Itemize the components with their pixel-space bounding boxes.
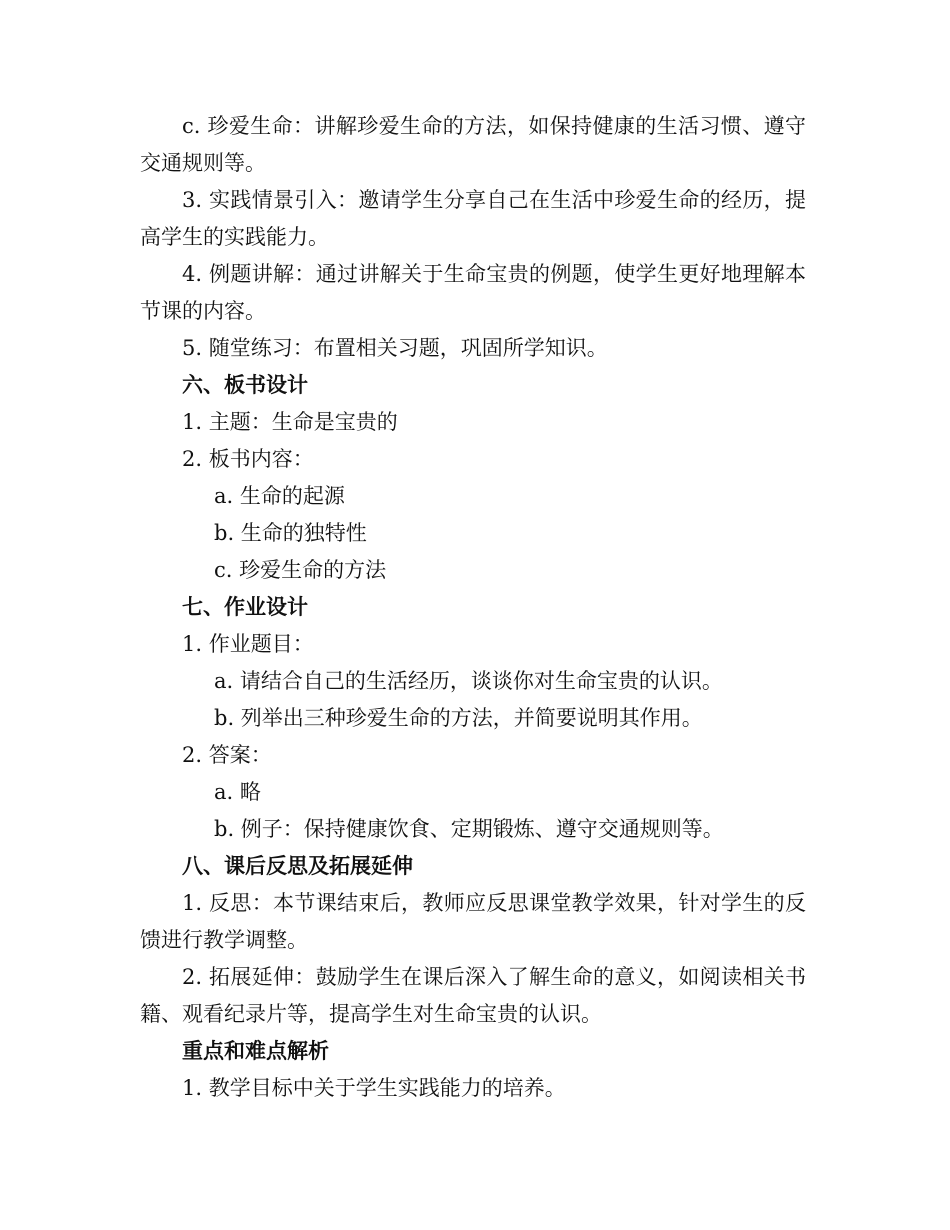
paragraph-step-4: 4. 例题讲解：通过讲解关于生命宝贵的例题，使学生更好地理解本节课的内容。 (140, 262, 806, 323)
heading-reflection: 八、课后反思及拓展延伸 (182, 854, 413, 878)
document-body (140, 108, 806, 1107)
list-item-homework-questions: 1. 作业题目： (182, 632, 314, 656)
list-item-board-theme: 1. 主题：生命是宝贵的 (182, 410, 398, 434)
list-subitem-answer-b: b. 例子：保持健康饮食、定期锻炼、遵守交通规则等。 (214, 817, 724, 841)
paragraph-extension: 2. 拓展延伸：鼓励学生在课后深入了解生命的意义，如阅读相关书籍、观看纪录片等，提高学生对生命宝贵的认识。 (140, 965, 806, 1026)
list-subitem-origin: a. 生命的起源 (214, 484, 345, 508)
paragraph-reflection: 1. 反思：本节课结束后，教师应反思课堂教学效果，针对学生的反馈进行教学调整。 (140, 891, 806, 952)
list-item-answers: 2. 答案： (182, 743, 272, 767)
list-subitem-uniqueness: b. 生命的独特性 (214, 521, 367, 545)
heading-board-design: 六、板书设计 (182, 373, 308, 397)
heading-homework-design: 七、作业设计 (182, 595, 308, 619)
list-subitem-question-a: a. 请结合自己的生活经历，谈谈你对生命宝贵的认识。 (214, 669, 723, 693)
list-item-key-point-1: 1. 教学目标中关于学生实践能力的培养。 (182, 1076, 566, 1100)
list-subitem-question-b: b. 列举出三种珍爱生命的方法，并简要说明其作用。 (214, 706, 703, 730)
list-item-board-content: 2. 板书内容： (182, 447, 314, 471)
paragraph-step-3: 3. 实践情景引入：邀请学生分享自己在生活中珍爱生命的经历，提高学生的实践能力。 (140, 188, 806, 249)
list-subitem-methods: c. 珍爱生命的方法 (214, 558, 387, 582)
list-subitem-answer-a: a. 略 (214, 780, 261, 804)
heading-key-points: 重点和难点解析 (182, 1039, 329, 1063)
paragraph-step-5: 5. 随堂练习：布置相关习题，巩固所学知识。 (182, 336, 608, 360)
paragraph-cherish-life: c. 珍爱生命：讲解珍爱生命的方法，如保持健康的生活习惯、遵守交通规则等。 (140, 114, 806, 175)
